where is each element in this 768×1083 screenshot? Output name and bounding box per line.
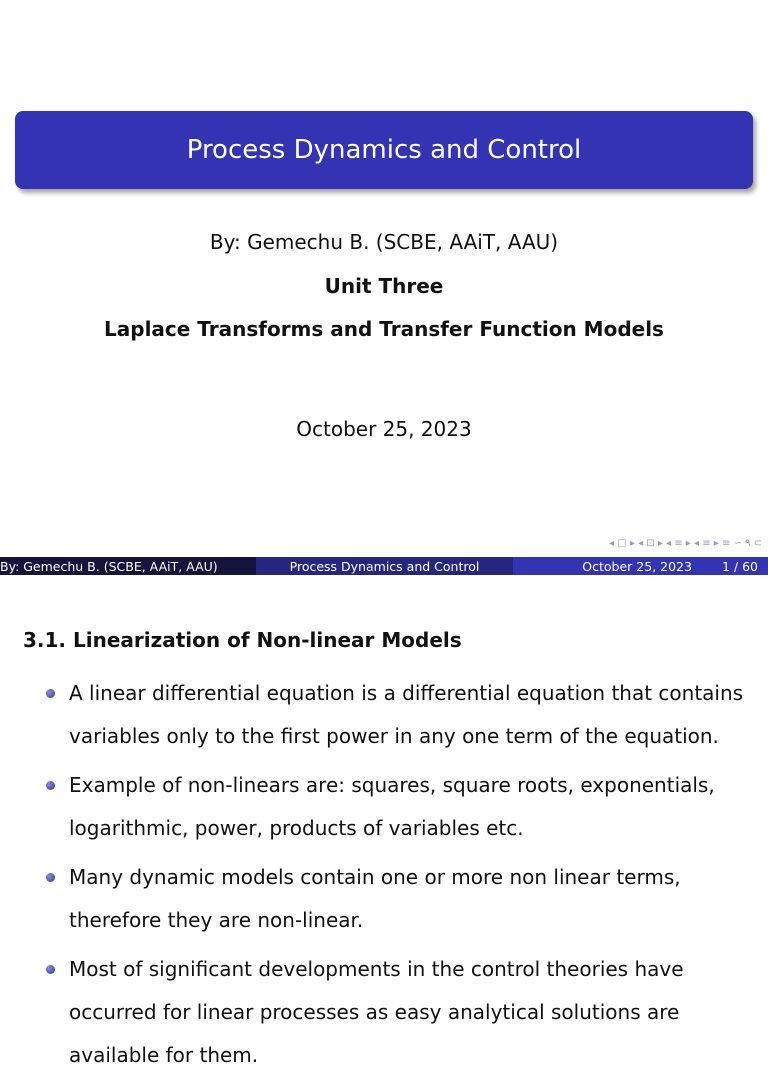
- bullet-text: Many dynamic models contain one or more non linear terms, therefore they are non-linear.: [69, 865, 681, 932]
- author-line: By: Gemechu B. (SCBE, AAiT, AAU): [209, 230, 559, 254]
- title-box: [15, 111, 753, 189]
- section-title: 3.1. Linearization of Non-linear Models: [23, 628, 462, 652]
- bullet-text: Most of significant developments in the control theories have occurred for linear processes as easy analytical solutions are available for them.: [69, 957, 684, 1067]
- slide-footer: [0, 557, 768, 575]
- bullet-dot-icon: [46, 873, 55, 882]
- bullet-dot-icon: [46, 689, 55, 698]
- presentation-date: October 25, 2023: [296, 417, 472, 441]
- footer-date: October 25, 2023: [582, 558, 692, 574]
- presentation-title: Process Dynamics and Control: [186, 135, 582, 165]
- footer-author: By: Gemechu B. (SCBE, AAiT, AAU): [0, 557, 256, 575]
- unit-label: Unit Three: [324, 274, 444, 298]
- bullet-dot-icon: [46, 965, 55, 974]
- list-item: [46, 764, 761, 850]
- content-slide: [0, 576, 768, 1067]
- beamer-navigation-icons[interactable]: ◂ □ ▸ ◂ ⊡ ▸ ◂ ≡ ▸ ◂ ≡ ▸ ≡ ∽ ۹ ⊂: [609, 538, 762, 549]
- footer-title: Process Dynamics and Control: [256, 557, 513, 575]
- presentation-subtitle: Laplace Transforms and Transfer Function Models: [104, 317, 664, 341]
- bullet-text: A linear differential equation is a differential equation that contains variables only to the first power in any one term of the equation.: [69, 681, 744, 748]
- footer-page-number: 1 / 60: [721, 558, 758, 574]
- list-item: [46, 856, 761, 942]
- bullet-list: [46, 672, 761, 1083]
- list-item: [46, 672, 761, 758]
- bullet-dot-icon: [46, 781, 55, 790]
- list-item: [46, 948, 761, 1077]
- footer-right: [513, 557, 768, 575]
- bullet-text: Example of non-linears are: squares, square roots, exponentials, logarithmic, power, products of variables etc.: [69, 773, 715, 840]
